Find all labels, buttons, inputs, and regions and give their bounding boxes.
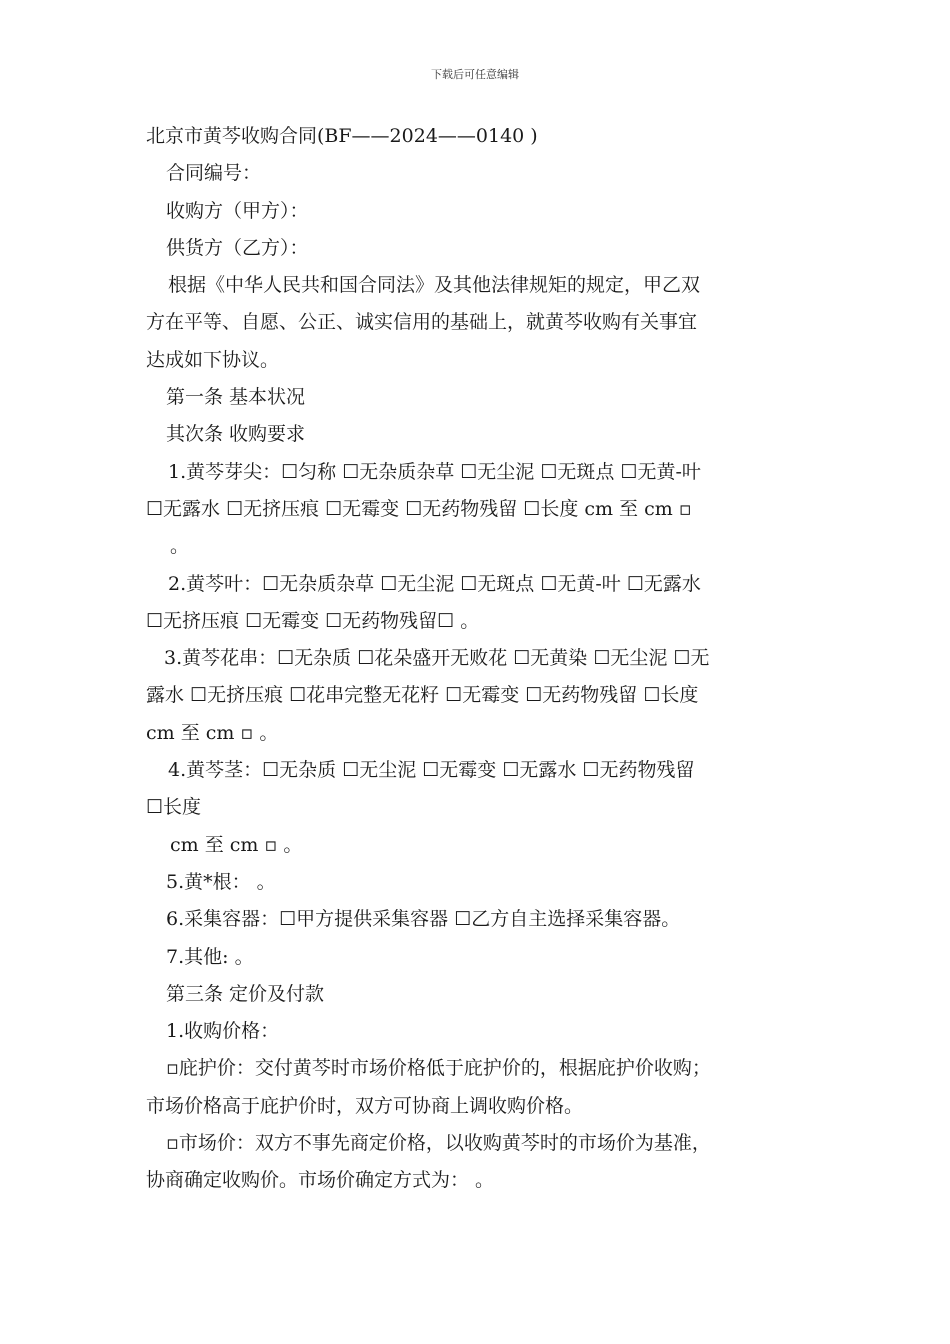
article-2-heading: 其次条 收购要求 <box>166 423 306 446</box>
market-price-line-2: 协商确定收购价。市场价确定方式为： 。 <box>146 1169 495 1192</box>
preamble-line-3: 达成如下协议。 <box>146 348 280 371</box>
item-4-line-3: cm 至 cm ▫ 。 <box>170 833 303 856</box>
preamble-line-2: 方在平等、自愿、公正、诚实信用的基础上，就黄芩收购有关事宜 <box>146 311 698 334</box>
item-1-line-3: 。 <box>170 535 190 558</box>
item-4-line-2: ☐长度 <box>146 796 202 819</box>
protection-price-line-1: ▫庇护价：交付黄芩时市场价格低于庇护价的，根据庇护价收购； <box>166 1057 711 1080</box>
contract-number-label: 合同编号： <box>166 162 262 185</box>
market-price-line-1: ▫市场价：双方不事先商定价格，以收购黄芩时的市场价为基准， <box>166 1132 711 1155</box>
item-3-line-1: 3.黄芩花串：☐无杂质 ☐花朵盛开无败花 ☐无黄染 ☐无尘泥 ☐无 <box>164 647 710 670</box>
item-2-line-2: ☐无挤压痕 ☐无霉变 ☐无药物残留☐ 。 <box>146 609 480 632</box>
item-5: 5.黄*根： 。 <box>166 870 276 893</box>
item-1-line-1: 1.黄芩芽尖：☐匀称 ☐无杂质杂草 ☐无尘泥 ☐无斑点 ☐无黄-叶 <box>168 460 701 483</box>
contract-title: 北京市黄芩收购合同(BF——2024——0140 ) <box>146 125 538 147</box>
item-4-line-1: 4.黄芩茎：☐无杂质 ☐无尘泥 ☐无霉变 ☐无露水 ☐无药物残留 <box>168 759 695 782</box>
item-3-line-3: cm 至 cm ▫ 。 <box>146 721 279 744</box>
supplier-label: 供货方（乙方）： <box>166 236 309 259</box>
article-1-heading: 第一条 基本状况 <box>166 386 306 409</box>
item-2-line-1: 2.黄芩叶：☐无杂质杂草 ☐无尘泥 ☐无斑点 ☐无黄-叶 ☐无露水 <box>168 572 701 595</box>
price-heading: 1.收购价格： <box>166 1020 280 1043</box>
buyer-label: 收购方（甲方）： <box>166 199 309 222</box>
item-7: 7.其他: 。 <box>166 945 254 968</box>
article-3-heading: 第三条 定价及付款 <box>166 982 325 1005</box>
page-header-note: 下载后可任意编辑 <box>431 68 519 81</box>
preamble-line-1: 根据《中华人民共和国合同法》及其他法律规矩的规定，甲乙双 <box>168 274 701 297</box>
contract-body <box>146 118 808 1200</box>
item-6: 6.采集容器：☐甲方提供采集容器 ☐乙方自主选择采集容器。 <box>166 908 681 931</box>
protection-price-line-2: 市场价格高于庇护价时，双方可协商上调收购价格。 <box>146 1094 584 1117</box>
item-3-line-2: 露水 ☐无挤压痕 ☐花串完整无花籽 ☐无霉变 ☐无药物残留 ☐长度 <box>146 684 699 707</box>
item-1-line-2: ☐无露水 ☐无挤压痕 ☐无霉变 ☐无药物残留 ☐长度 cm 至 cm ▫ <box>146 497 692 520</box>
